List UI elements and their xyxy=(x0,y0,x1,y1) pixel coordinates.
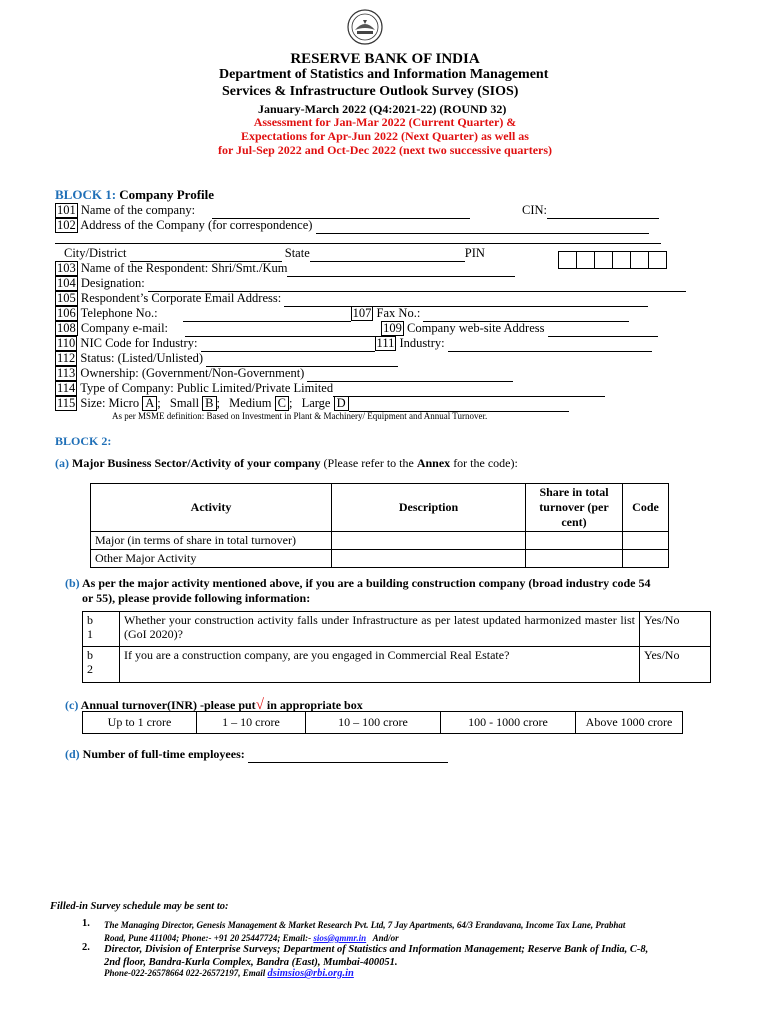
field-number: 101 xyxy=(57,203,76,217)
field-number: 104 xyxy=(57,276,76,290)
survey-period: January-March 2022 (Q4:2021-22) (ROUND 32) xyxy=(258,102,507,116)
turnover-option[interactable]: Above 1000 crore xyxy=(576,712,683,734)
code-cell[interactable] xyxy=(623,550,669,568)
field-number: 110 xyxy=(57,336,76,350)
field-102 xyxy=(55,218,649,234)
table-row xyxy=(91,550,669,568)
field-112 xyxy=(55,351,398,367)
field-number: 114 xyxy=(57,381,76,395)
checkmark-icon: √ xyxy=(255,697,264,713)
city-label: City/District xyxy=(64,246,127,260)
email-link-2[interactable]: dsimsios@rbi.org.in xyxy=(267,968,354,979)
address-2-line-2: 2nd floor, Bandra-Kurla Complex, Bandra (East), Mumbai-400051. xyxy=(104,957,398,968)
assessment-line-2: Expectations for Apr-Jun 2022 (Next Quarter) as well as xyxy=(241,129,529,143)
field-label: Ownership: (Government/Non-Government) xyxy=(80,366,305,380)
field-label: Name of the Respondent: Shri/Smt./Kum xyxy=(80,261,288,275)
section-d xyxy=(65,747,448,763)
address-2-number: 2. xyxy=(82,942,90,953)
company-name-input[interactable] xyxy=(212,203,470,219)
size-small-label: Small xyxy=(169,396,200,410)
field-113 xyxy=(55,366,513,382)
section-c-text: Annual turnover(INR) -please put xyxy=(80,698,256,712)
msme-note: As per MSME definition: Based on Investment in Plant & Machinery/ Equipment and Annual Turnover. xyxy=(112,411,488,421)
description-cell[interactable] xyxy=(332,550,526,568)
turnover-option[interactable]: 10 – 100 crore xyxy=(306,712,441,734)
address-1-line-2: Road, Pune 411004; Phone:- +91 20 25447724; Email:- xyxy=(104,933,312,943)
field-label: Status: (Listed/Unlisted) xyxy=(80,351,203,365)
activity-cell: Major (in terms of share in total turnover) xyxy=(91,532,332,550)
share-cell[interactable] xyxy=(526,532,623,550)
code-cell[interactable] xyxy=(623,532,669,550)
share-header: Share in total turnover (per cent) xyxy=(526,484,623,532)
question-cell: If you are a construction company, are you engaged in Commercial Real Estate? xyxy=(120,647,640,683)
website-input[interactable] xyxy=(548,321,658,337)
field-number: 112 xyxy=(57,351,76,365)
field-114 xyxy=(55,381,605,397)
field-105 xyxy=(55,291,648,307)
address-2-line-1: Director, Division of Enterprise Surveys; Department of Statistics and Information Management; Reserve Bank of India, C-8, xyxy=(104,944,649,955)
state-label: State xyxy=(284,246,310,260)
telephone-input[interactable] xyxy=(183,306,351,322)
section-c-text-2: in appropriate box xyxy=(266,698,363,712)
description-header: Description xyxy=(332,484,526,532)
ownership-input[interactable] xyxy=(307,366,513,382)
turnover-option[interactable]: Up to 1 crore xyxy=(83,712,197,734)
survey-title: Services & Infrastructure Outlook Survey (SIOS) xyxy=(222,84,519,99)
size-micro-label: Micro xyxy=(108,396,140,410)
activity-header: Activity xyxy=(91,484,332,532)
size-large-label: Large xyxy=(301,396,331,410)
field-101 xyxy=(55,203,470,219)
field-number: 115 xyxy=(57,396,76,410)
section-d-text: Number of full-time employees: xyxy=(82,747,245,761)
field-110 xyxy=(55,336,652,352)
respondent-name-input[interactable] xyxy=(287,261,515,277)
field-104 xyxy=(55,276,686,292)
employees-input[interactable] xyxy=(248,747,448,763)
address-1-number: 1. xyxy=(82,918,90,929)
cin-label: CIN: xyxy=(522,203,547,217)
field-number: 103 xyxy=(57,261,76,275)
field-label: Designation: xyxy=(80,276,145,290)
section-b-label: (b) xyxy=(65,576,80,590)
field-number: 113 xyxy=(57,366,76,380)
field-label: Size: xyxy=(80,396,106,410)
block1-heading xyxy=(55,187,214,203)
turnover-option[interactable]: 1 – 10 crore xyxy=(197,712,306,734)
section-a-note: (Please refer to the xyxy=(323,456,414,470)
table-row xyxy=(83,647,711,683)
cin-input[interactable] xyxy=(547,203,659,219)
yes-no-cell[interactable]: Yes/No xyxy=(640,612,711,647)
field-label: Respondent’s Corporate Email Address: xyxy=(80,291,282,305)
table-row xyxy=(91,532,669,550)
address-input[interactable] xyxy=(316,218,649,234)
website-label: Company web-site Address xyxy=(407,321,545,335)
sent-to-heading: Filled-in Survey schedule may be sent to: xyxy=(50,901,229,912)
size-medium-label: Medium xyxy=(229,396,272,410)
construction-table xyxy=(82,611,711,683)
block1-title: Company Profile xyxy=(119,187,215,202)
nic-code-input[interactable] xyxy=(201,336,375,352)
section-c-label: (c) xyxy=(65,698,79,712)
assessment-line-3: for Jul-Sep 2022 and Oct-Dec 2022 (next two successive quarters) xyxy=(217,143,553,157)
field-label: NIC Code for Industry: xyxy=(80,336,198,350)
field-number: 102 xyxy=(57,218,76,232)
city-state-pin xyxy=(64,246,485,262)
dept-title: Department of Statistics and Information Management xyxy=(219,67,549,82)
field-label: Type of Company: Public Limited/Private Limited xyxy=(80,381,334,395)
field-label: Telephone No.: xyxy=(80,306,158,320)
pin-boxes[interactable] xyxy=(558,251,667,269)
field-number: 109 xyxy=(383,321,402,335)
table-row xyxy=(83,612,711,647)
size-input[interactable] xyxy=(349,396,569,412)
industry-input[interactable] xyxy=(448,336,652,352)
email-input[interactable] xyxy=(284,291,648,307)
block1-label: BLOCK 1: xyxy=(55,187,117,202)
activity-cell: Other Major Activity xyxy=(91,550,332,568)
address-line-2[interactable] xyxy=(55,243,661,244)
city-input[interactable] xyxy=(130,246,282,262)
section-a-heading xyxy=(55,456,518,471)
field-number: 105 xyxy=(57,291,76,305)
pin-label: PIN xyxy=(464,246,485,260)
field-108 xyxy=(55,321,658,337)
fax-label: Fax No.: xyxy=(376,306,421,320)
address-1 xyxy=(104,919,724,945)
cin-field xyxy=(522,203,659,219)
size-small-checkbox[interactable]: B xyxy=(202,396,216,411)
field-115: 115 Size: Micro A ; Small B ; Medium C ; Large D xyxy=(55,396,569,412)
industry-label: Industry: xyxy=(399,336,445,350)
section-b-text: As per the major activity mentioned above, if you are a building construction company (broad industry code 54 xyxy=(82,576,651,590)
yes-no-cell[interactable]: Yes/No xyxy=(640,647,711,683)
size-micro-checkbox[interactable]: A xyxy=(142,396,157,411)
section-a-label: (a) xyxy=(55,456,69,470)
company-email-input[interactable] xyxy=(185,321,381,337)
section-a-annex: Annex xyxy=(416,456,451,470)
row-id: b 2 xyxy=(83,647,120,683)
phone-line xyxy=(104,968,354,979)
fax-input[interactable] xyxy=(423,306,629,322)
size-large-checkbox[interactable]: D xyxy=(334,396,349,411)
question-cell: Whether your construction activity falls under Infrastructure as per latest updated harmonized master list (GoI 2020)? xyxy=(120,612,640,647)
size-medium-checkbox[interactable]: C xyxy=(275,396,289,411)
email-link-1[interactable]: sios@gmmr.in xyxy=(313,933,367,943)
field-label: Address of the Company (for correspondence) xyxy=(80,218,313,232)
state-input[interactable] xyxy=(310,246,465,262)
company-type-input[interactable] xyxy=(333,381,605,397)
field-label: Name of the company: xyxy=(80,203,196,217)
and-or-text: And/or xyxy=(372,933,399,943)
address-1-line-1: The Managing Director, Genesis Management & Market Research Pvt. Ltd, 7 Jay Apartments, 64/3 Erandavana, Income Tax Lane, Prabhat xyxy=(104,920,626,930)
block2-heading: BLOCK 2: xyxy=(55,434,112,448)
designation-input[interactable] xyxy=(148,276,686,292)
assessment-line-1: Assessment for Jan-Mar 2022 (Current Quarter) & xyxy=(253,115,517,129)
field-106 xyxy=(55,306,629,322)
code-header: Code xyxy=(623,484,669,532)
section-b-heading xyxy=(65,576,725,606)
section-b-text-2: or 55), please provide following information: xyxy=(82,591,311,605)
field-number: 108 xyxy=(57,321,76,335)
field-label: Company e-mail: xyxy=(80,321,169,335)
section-d-label: (d) xyxy=(65,747,80,761)
field-103 xyxy=(55,261,515,277)
turnover-option[interactable]: 100 - 1000 crore xyxy=(441,712,576,734)
description-cell[interactable] xyxy=(332,532,526,550)
phone-text: Phone-022-26578664 022-26572197, Email xyxy=(104,968,266,978)
org-title: RESERVE BANK OF INDIA xyxy=(290,51,480,67)
status-input[interactable] xyxy=(206,351,398,367)
field-number: 111 xyxy=(376,336,395,350)
section-a-note-end: for the code): xyxy=(453,456,518,470)
turnover-table xyxy=(82,711,683,734)
section-a-title: Major Business Sector/Activity of your company xyxy=(72,456,321,470)
field-number: 106 xyxy=(57,306,76,320)
row-id: b 1 xyxy=(83,612,120,647)
address-2 xyxy=(104,943,724,969)
share-cell[interactable] xyxy=(526,550,623,568)
field-number: 107 xyxy=(352,306,372,320)
activity-table xyxy=(90,483,669,568)
rbi-emblem-icon xyxy=(345,8,385,46)
